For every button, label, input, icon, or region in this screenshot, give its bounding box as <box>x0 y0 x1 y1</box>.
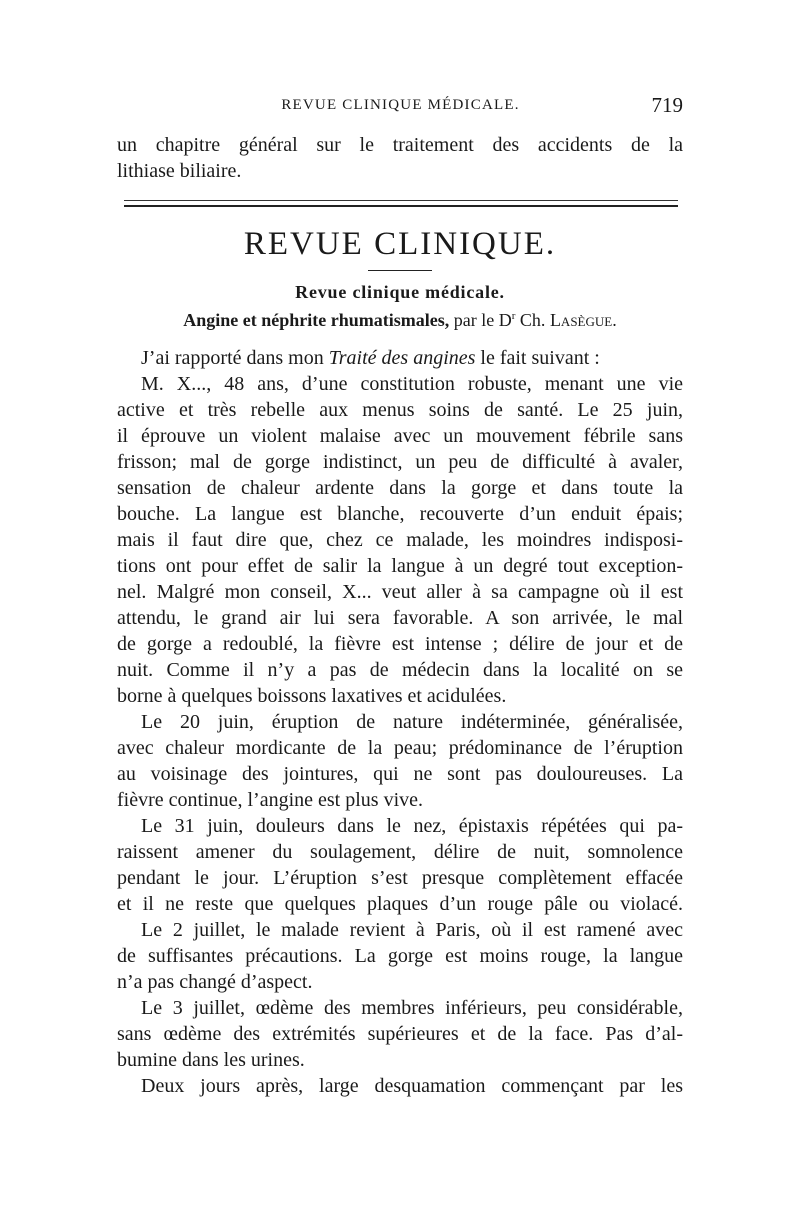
text-line: attendu, le grand air lui sera favorable. A son arrivée, le mal <box>117 607 683 629</box>
book-title: Traité des angines <box>328 347 476 369</box>
text-line: n’a pas changé d’aspect. <box>117 971 313 993</box>
text-line: frisson; mal de gorge indistinct, un peu de difficulté à avaler, <box>117 451 683 473</box>
text-line: il éprouve un violent malaise avec un mouvement fébrile sans <box>117 425 683 447</box>
section-title: REVUE CLINIQUE. <box>243 226 557 262</box>
text-line: pendant le jour. L’éruption s’est presque complètement effacée <box>117 867 683 889</box>
text-line: Le 20 juin, éruption de nature indéterminée, généralisée, <box>141 711 683 733</box>
text-line: M. X..., 48 ans, d’une constitution robuste, menant une vie <box>141 373 683 395</box>
text-line: Le 3 juillet, œdème des membres inférieurs, peu considérable, <box>141 997 683 1019</box>
text-line: bouche. La langue est blanche, recouverte d’un enduit épais; <box>117 503 683 525</box>
text-line: sans œdème des extrémités supérieures et de la face. Pas d’al- <box>117 1023 683 1045</box>
section-divider <box>124 200 678 207</box>
article-title: Angine et néphrite rhumatismales, <box>183 310 450 330</box>
text-line: lithiase biliaire. <box>117 160 242 182</box>
article-heading <box>0 310 800 331</box>
text-line: au voisinage des jointures, qui ne sont pas douloureuses. La <box>117 763 683 785</box>
text-line: de suffisantes précautions. La gorge est moins rouge, la langue <box>117 945 683 967</box>
text-line: borne à quelques boissons laxatives et acidulées. <box>117 685 507 707</box>
article-body <box>117 345 683 1099</box>
text-line: tions ont pour effet de salir la langue à un degré tout exception- <box>117 555 683 577</box>
text-line: fièvre continue, l’angine est plus vive. <box>117 789 424 811</box>
previous-section-text <box>117 132 683 184</box>
text-line: et il ne reste que quelques plaques d’un rouge pâle ou violacé. <box>117 893 683 915</box>
text-line: mais il faut dire que, chez ce malade, les moindres indisposi- <box>117 529 683 551</box>
text-line: nel. Malgré mon conseil, X... veut aller à sa campagne où il est <box>117 581 683 603</box>
text-line: un chapitre général sur le traitement des accidents de la <box>117 134 683 156</box>
text-line: de gorge a redoublé, la fièvre est intense ; délire de jour et de <box>117 633 683 655</box>
text-line: Le 2 juillet, le malade revient à Paris, où il est ramené avec <box>141 919 683 941</box>
text-line: Deux jours après, large desquamation commençant par les <box>141 1075 683 1097</box>
text-line: raissent amener du soulagement, délire de nuit, somnolence <box>117 841 683 863</box>
running-title: REVUE CLINIQUE MÉDICALE. <box>281 97 520 113</box>
text-line: avec chaleur mordicante de la peau; prédominance de l’éruption <box>117 737 683 759</box>
text-line: bumine dans les urines. <box>117 1049 305 1071</box>
text-line: sensation de chaleur ardente dans la gorge et dans toute la <box>117 477 683 499</box>
text-line: Le 31 juin, douleurs dans le nez, épistaxis répétées qui pa- <box>141 815 683 837</box>
paragraph-intro: J’ai rapporté dans mon Traité des angines le fait suivant : <box>141 347 600 369</box>
title-rule <box>368 270 432 271</box>
text-line: nuit. Comme il n’y a pas de médecin dans la localité on se <box>117 659 683 681</box>
text-line: active et très rebelle aux menus soins de santé. Le 25 juin, <box>117 399 683 421</box>
subsection-title: Revue clinique médicale. <box>295 282 505 302</box>
page-number: 719 <box>651 93 683 117</box>
author-name: Lasègue. <box>549 310 617 330</box>
running-header <box>118 93 683 121</box>
article-byline: par le $D^r$ Ch. Lasègue. <box>453 310 617 330</box>
